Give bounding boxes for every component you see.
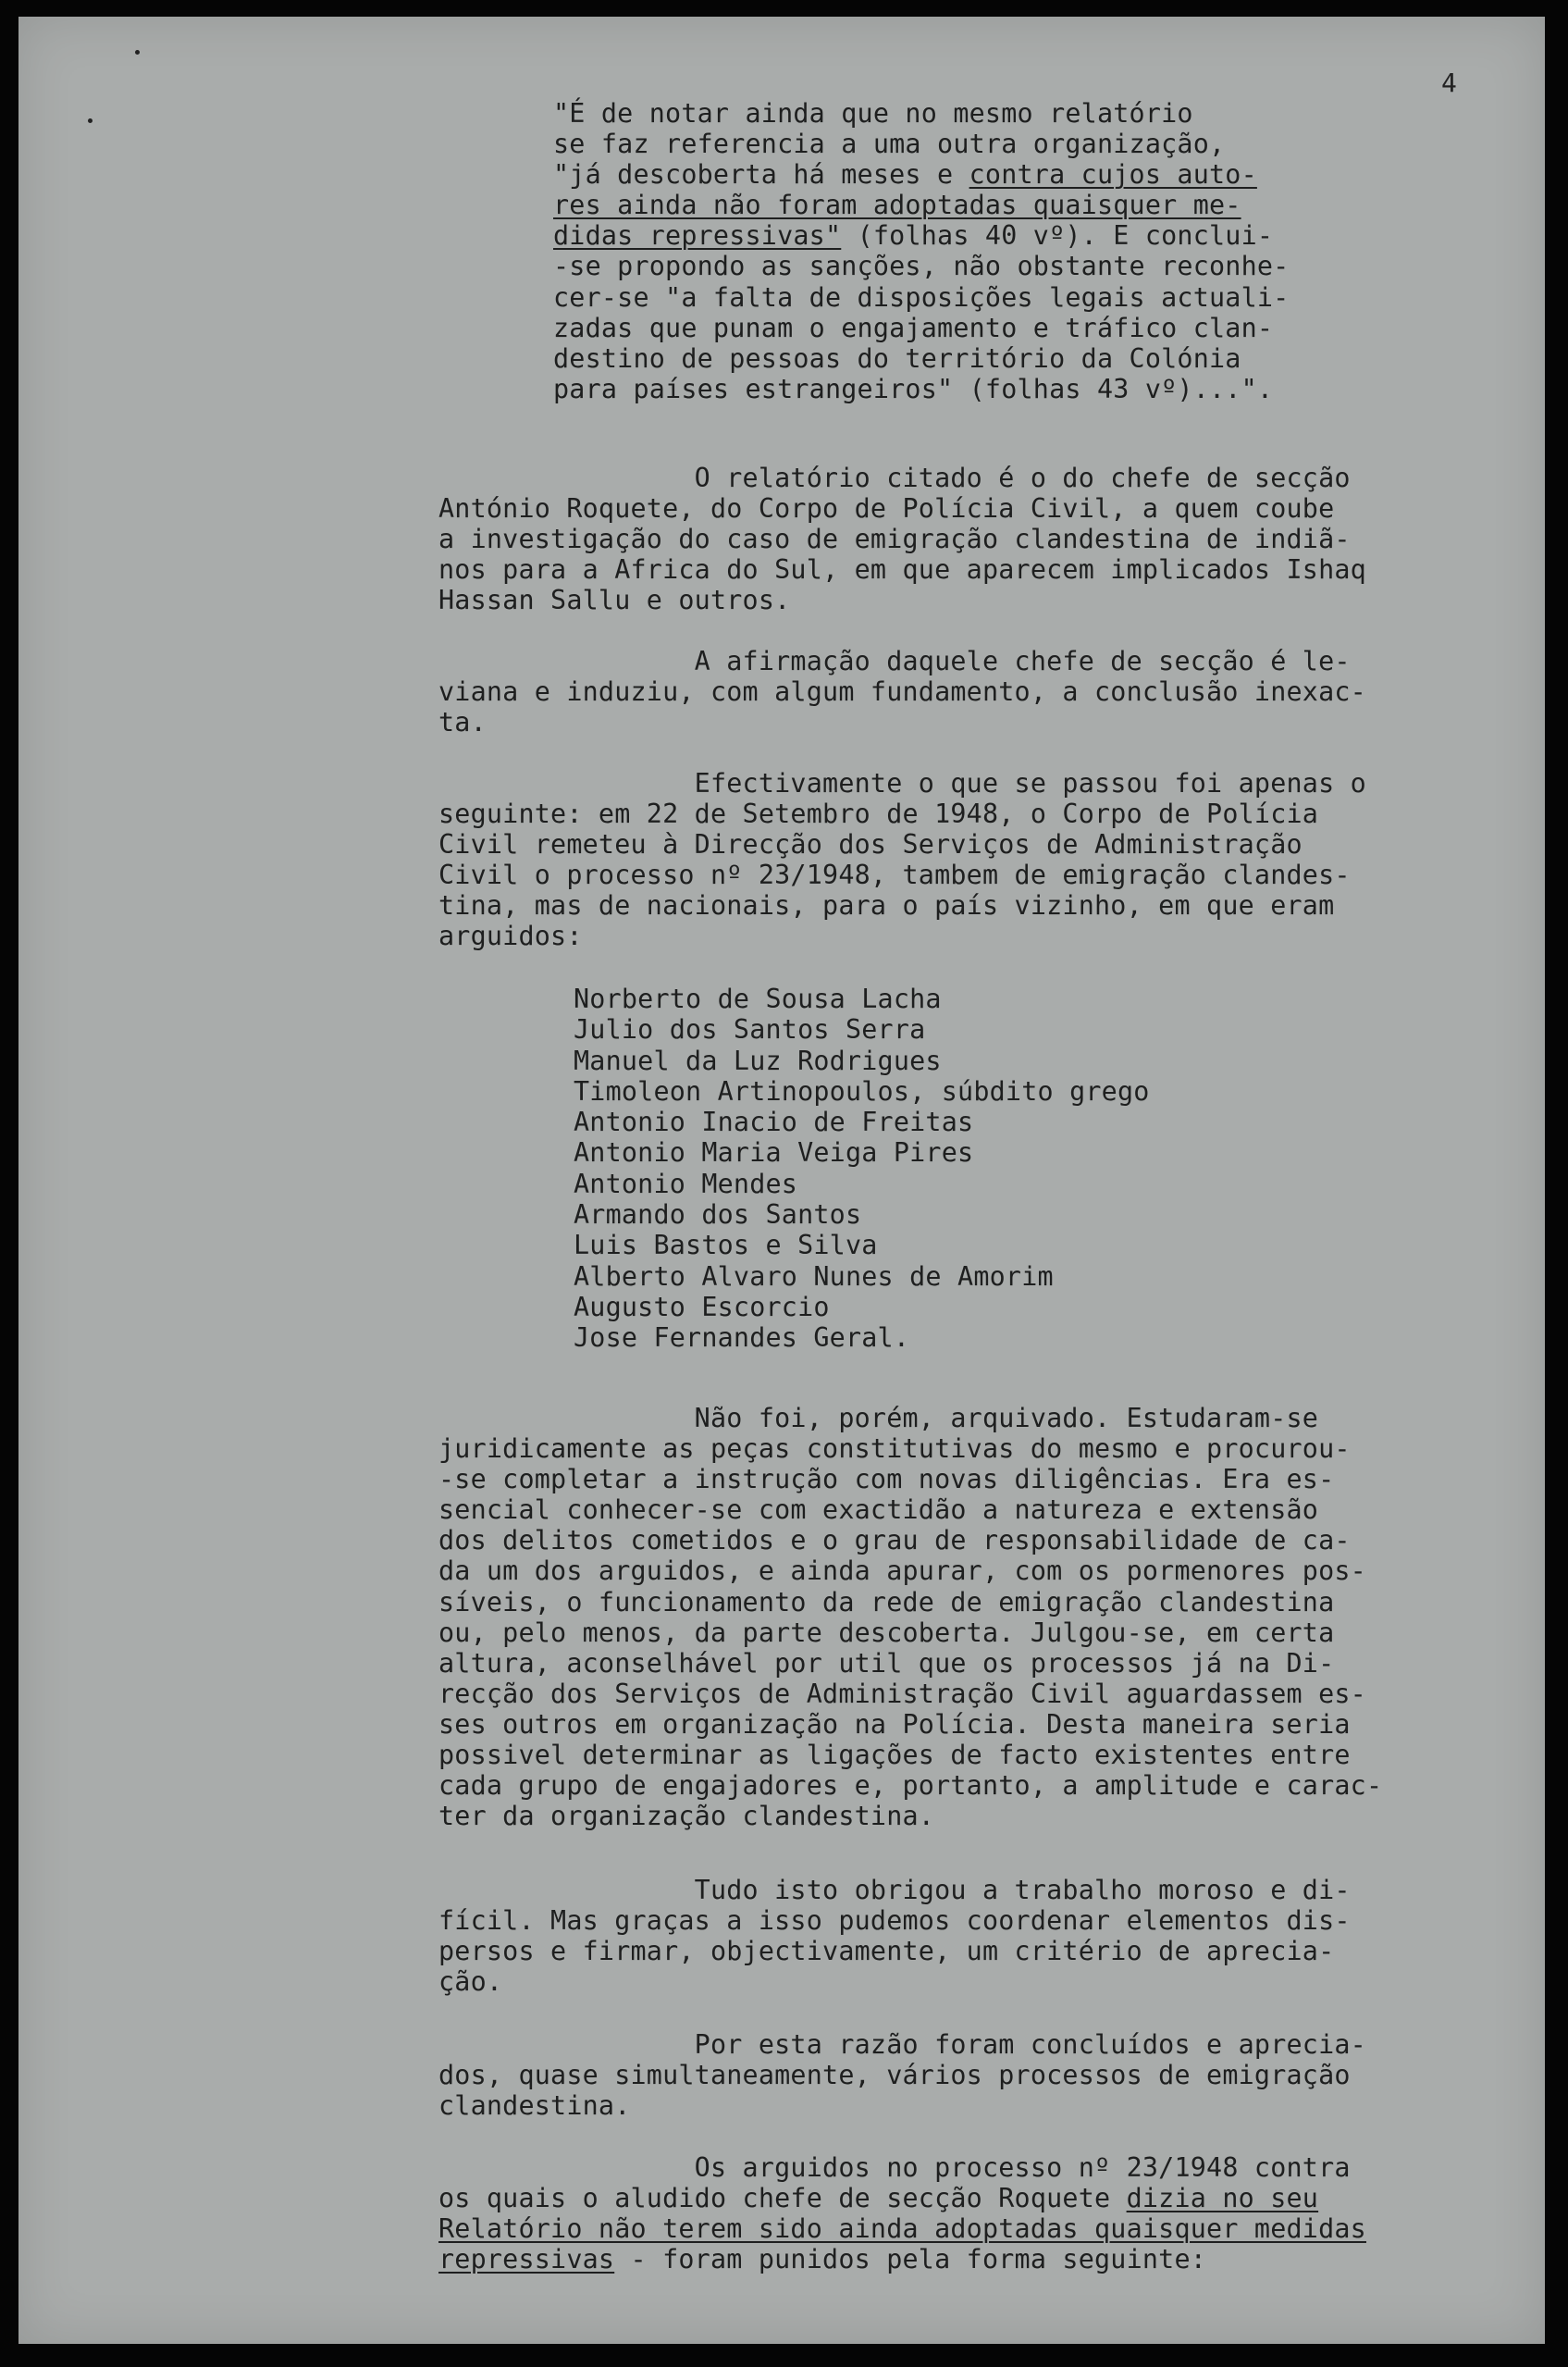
text-line: Não foi, porém, arquivado. Estudaram-se xyxy=(438,1403,1319,1433)
text-line: -se completar a instrução com novas diligências. Era es- xyxy=(438,1464,1335,1495)
underlined-text: repressivas xyxy=(438,2244,615,2275)
text-run: cer-se "a falta de disposições legais actuali- xyxy=(553,281,1290,313)
text-line xyxy=(553,282,1289,313)
text-run: "É de notar ainda que no mesmo relatório xyxy=(553,98,1193,129)
text-line: António Roquete, do Corpo de Polícia Civil, a quem coube xyxy=(438,493,1335,525)
text-line xyxy=(438,2244,1366,2274)
text-run: Os arguidos no processo nº 23/1948 contra xyxy=(438,2152,1351,2183)
text-line: possivel determinar as ligações de facto existentes entre xyxy=(438,1740,1351,1771)
text-line: viana e induziu, com algum fundamento, a conclusão inexac- xyxy=(438,676,1366,708)
text-line xyxy=(553,220,1289,251)
text-run: zadas que punam o engajamento e tráfico clan- xyxy=(553,312,1274,343)
text-line: Tudo isto obrigou a trabalho moroso e di- xyxy=(438,1875,1351,1905)
paragraph-investigation xyxy=(438,1403,1382,1831)
text-line: A afirmação daquele chefe de secção é le- xyxy=(438,646,1351,676)
text-line: Efectivamente o que se passou foi apenas o xyxy=(438,768,1366,799)
defendant-name: Alberto Alvaro Nunes de Amorim xyxy=(574,1260,1054,1292)
quoted-passage xyxy=(553,98,1289,404)
text-line: Hassan Sallu e outros. xyxy=(438,585,791,616)
text-line: sencial conhecer-se com exactidão a natureza e extensão xyxy=(438,1494,1319,1526)
defendant-name: Antonio Mendes xyxy=(574,1168,798,1199)
text-line: Civil o processo nº 23/1948, tambem de emigração clandes- xyxy=(438,860,1351,891)
paragraph-punishment xyxy=(438,2152,1366,2274)
ink-speck xyxy=(88,118,93,123)
paragraph-work-effort xyxy=(438,1875,1351,1997)
text-line xyxy=(553,374,1289,404)
text-line: da um dos arguidos, e ainda apurar, com os pormenores pos- xyxy=(438,1555,1366,1587)
text-line: Por esta razão foram concluídos e aprecia- xyxy=(438,2029,1366,2060)
defendant-name: Manuel da Luz Rodrigues xyxy=(574,1045,942,1076)
underlined-text: Relatório não terem sido ainda adoptadas quaisquer medidas xyxy=(438,2213,1366,2245)
paragraph-process-facts xyxy=(438,768,1366,952)
text-line: síveis, o funcionamento da rede de emigração clandestina xyxy=(438,1586,1335,1617)
paragraph-report-author xyxy=(438,463,1366,615)
text-line: fícil. Mas graças a isso pudemos coordenar elementos dis- xyxy=(438,1905,1351,1937)
ink-speck xyxy=(135,50,140,55)
text-line xyxy=(553,190,1289,220)
defendant-name: Armando dos Santos xyxy=(574,1199,862,1231)
text-run: -se propondo as sanções, não obstante reconhe- xyxy=(553,251,1290,282)
defendant-name: Augusto Escorcio xyxy=(574,1291,830,1322)
text-line: a investigação do caso de emigração clandestina de indiã- xyxy=(438,524,1351,555)
defendant-name: Norberto de Sousa Lacha xyxy=(574,984,942,1014)
underlined-text: res ainda não foram adoptadas quaisquer me- xyxy=(553,190,1241,221)
text-line xyxy=(438,2213,1366,2244)
text-run: se faz referencia a uma outra organização, xyxy=(553,129,1226,160)
paragraph-statement-assessment xyxy=(438,646,1366,737)
text-line: cada grupo de engajadores e, portanto, a amplitude e carac- xyxy=(438,1770,1383,1802)
text-line xyxy=(553,313,1289,343)
text-line: nos para a Africa do Sul, em que aparecem implicados Ishaq xyxy=(438,554,1366,586)
text-line: altura, aconselhável por util que os processos já na Di- xyxy=(438,1647,1335,1679)
underlined-text: dizia no seu xyxy=(1126,2183,1319,2214)
text-line: dos delitos cometidos e o grau de responsabilidade de ca- xyxy=(438,1525,1351,1556)
text-line xyxy=(438,2152,1366,2183)
text-line: seguinte: em 22 de Setembro de 1948, o Corpo de Polícia xyxy=(438,799,1319,830)
paragraph-conclusion xyxy=(438,2029,1366,2121)
underlined-text: didas repressivas" xyxy=(553,220,842,252)
text-line: persos e firmar, objectivamente, um critério de aprecia- xyxy=(438,1936,1335,1967)
text-line: ta. xyxy=(438,707,487,738)
text-run: destino de pessoas do território da Colónia xyxy=(553,342,1241,374)
text-line: clandestina. xyxy=(438,2090,631,2122)
defendant-name: Antonio Inacio de Freitas xyxy=(574,1107,974,1138)
defendant-name: Jose Fernandes Geral. xyxy=(574,1322,910,1354)
text-line xyxy=(553,159,1289,190)
text-line: ses outros em organização na Polícia. Desta maneira seria xyxy=(438,1708,1351,1740)
defendant-name: Julio dos Santos Serra xyxy=(574,1014,926,1046)
text-run: os quais o aludido chefe de secção Roquete xyxy=(438,2183,1127,2214)
text-run: (folhas 40 vº). E conclui- xyxy=(841,220,1274,252)
document-page xyxy=(19,17,1545,2344)
defendants-list xyxy=(574,984,1150,1354)
defendant-name: Timoleon Artinopoulos, súbdito grego xyxy=(574,1075,1150,1107)
underlined-text: contra cujos auto- xyxy=(969,159,1257,191)
text-line: juridicamente as peças constitutivas do mesmo e procurou- xyxy=(438,1433,1351,1465)
text-run: "já descoberta há meses e xyxy=(553,159,969,191)
text-run: - foram punidos pela forma seguinte: xyxy=(614,2244,1207,2275)
text-line: ção. xyxy=(438,1966,503,1998)
text-line xyxy=(553,251,1289,281)
text-line: tina, mas de nacionais, para o país vizinho, em que eram xyxy=(438,890,1335,922)
defendant-name: Luis Bastos e Silva xyxy=(574,1230,878,1261)
text-line: O relatório citado é o do chefe de secção xyxy=(438,463,1351,493)
text-line xyxy=(553,343,1289,374)
text-line: recção dos Serviços de Administração Civil aguardassem es- xyxy=(438,1678,1366,1709)
text-line: Civil remeteu à Direcção dos Serviços de Administração xyxy=(438,829,1303,861)
text-line: dos, quase simultaneamente, vários processos de emigração xyxy=(438,2060,1351,2091)
text-line xyxy=(438,2183,1366,2213)
text-line: ter da organização clandestina. xyxy=(438,1801,935,1832)
text-line xyxy=(553,129,1289,159)
text-line xyxy=(553,98,1289,129)
text-line: ou, pelo menos, da parte descoberta. Julgou-se, em certa xyxy=(438,1617,1335,1648)
page-number: 4 xyxy=(1441,68,1457,98)
text-line: arguidos: xyxy=(438,921,583,952)
defendant-name: Antonio Maria Veiga Pires xyxy=(574,1137,974,1169)
text-run: para países estrangeiros" (folhas 43 vº)...". xyxy=(553,373,1274,404)
